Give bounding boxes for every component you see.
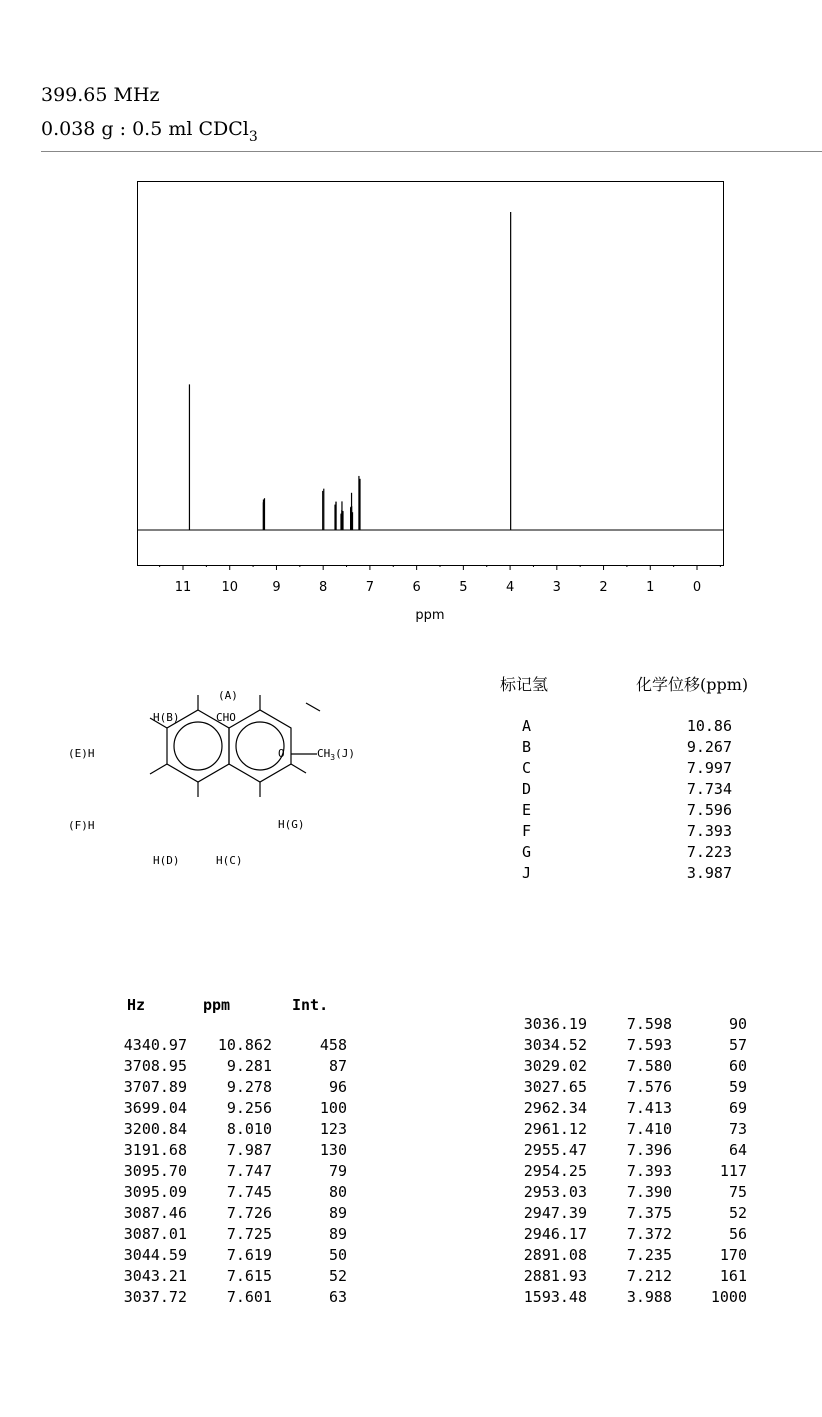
peak-int: 59 [728, 1078, 747, 1096]
peak-ppm: 7.413 [626, 1099, 672, 1117]
peak-table-row [97, 1267, 347, 1288]
left-ring-aromatic [174, 722, 222, 770]
peak-ppm: 7.745 [226, 1183, 272, 1201]
label-hc: H(C) [216, 854, 243, 867]
peak-int: 73 [728, 1120, 747, 1138]
peak-int: 52 [328, 1267, 347, 1285]
bond-hf [150, 764, 167, 774]
peak-hz: 3027.65 [523, 1078, 587, 1096]
peak-ppm: 7.212 [626, 1267, 672, 1285]
peak-ppm: 7.601 [226, 1288, 272, 1306]
peak-hz: 1593.48 [523, 1288, 587, 1306]
ticks-group [160, 565, 721, 595]
right-ring-aromatic [236, 722, 284, 770]
sample-concentration [41, 118, 258, 145]
peak-int: 161 [719, 1267, 747, 1285]
assign-shift: 7.997 [686, 759, 732, 777]
assign-label: E [522, 801, 532, 819]
peak-table-row [97, 1120, 347, 1141]
peak-hz: 3095.09 [123, 1183, 187, 1201]
peak-ppm: 9.278 [226, 1078, 272, 1096]
nmr-spectrum-chart [0, 160, 822, 640]
peak-hz: 3087.46 [123, 1204, 187, 1222]
tick-label: 2 [599, 580, 608, 595]
peak-table-row [497, 1162, 747, 1183]
peak-ppm: 7.576 [626, 1078, 672, 1096]
peak-hz: 4340.97 [123, 1036, 187, 1054]
tick-label: 9 [272, 580, 281, 595]
peak-int: 458 [319, 1036, 347, 1054]
peak-ppm: 7.725 [226, 1225, 272, 1243]
label-hf: (F)H [68, 819, 95, 832]
peak-ppm: 9.256 [226, 1099, 272, 1117]
assign-label: J [522, 864, 532, 882]
assign-label: A [522, 717, 532, 735]
tick-label: 1 [646, 580, 655, 595]
peak-table-row [497, 1204, 747, 1225]
peak-hz: 2955.47 [523, 1141, 587, 1159]
peak-hz: 3034.52 [523, 1036, 587, 1054]
peak-table-row [97, 1057, 347, 1078]
peak-ppm: 7.747 [226, 1162, 272, 1180]
peak-table-row [497, 1120, 747, 1141]
peak-table-row [97, 1162, 347, 1183]
peak-int: 56 [728, 1225, 747, 1243]
assign-shift: 7.596 [686, 801, 732, 819]
peak-int: 80 [328, 1183, 347, 1201]
peak-ppm: 8.010 [226, 1120, 272, 1138]
peak-int: 89 [328, 1225, 347, 1243]
peak-hz: 3044.59 [123, 1246, 187, 1264]
peak-int: 57 [728, 1036, 747, 1054]
assign-shift: 3.987 [686, 864, 732, 882]
assign-shift: 7.393 [686, 822, 732, 840]
tick-label: 5 [459, 580, 468, 595]
peak-table-row [97, 1183, 347, 1204]
label-hg: H(G) [278, 818, 305, 831]
peak-int: 100 [319, 1099, 347, 1117]
peak-ppm: 7.235 [626, 1246, 672, 1264]
peak-int: 79 [328, 1162, 347, 1180]
tick-label: 0 [692, 580, 702, 595]
peak-ppm: 7.393 [626, 1162, 672, 1180]
peak-table-row [497, 1246, 747, 1267]
peak-int: 130 [319, 1141, 347, 1159]
assign-row [490, 822, 732, 843]
label-a: (A) [218, 689, 238, 702]
assign-label: B [522, 738, 532, 756]
ch3-text: CH [317, 747, 331, 760]
peak-int: 64 [728, 1141, 747, 1159]
peak-hz: 2954.25 [523, 1162, 587, 1180]
peak-hz: 2881.93 [523, 1267, 587, 1285]
tick-label: 7 [365, 580, 375, 595]
assign-row [490, 759, 732, 780]
peak-hz: 3191.68 [123, 1141, 187, 1159]
ch3-subscript: 3 [330, 753, 336, 762]
label-o: O [278, 747, 285, 760]
peak-hz: 3036.19 [523, 1015, 587, 1033]
peak-header-hz: Hz [127, 996, 146, 1014]
peak-table-row [97, 1099, 347, 1120]
peak-ppm: 7.593 [626, 1036, 672, 1054]
peak-hz: 3095.70 [123, 1162, 187, 1180]
peak-int: 1000 [710, 1288, 747, 1306]
peak-table-row [497, 1288, 747, 1309]
peak-table-row [497, 1015, 747, 1036]
peak-ppm: 7.598 [626, 1015, 672, 1033]
peak-ppm: 7.396 [626, 1141, 672, 1159]
peak-table-row [497, 1057, 747, 1078]
label-hb: H(B) [153, 711, 180, 724]
label-hd: H(D) [153, 854, 180, 867]
peak-table-row [97, 1204, 347, 1225]
peak-hz: 3037.72 [123, 1288, 187, 1306]
assign-label: C [522, 759, 532, 777]
peak-table-row [497, 1036, 747, 1057]
sample-subscript: 3 [248, 129, 258, 145]
peak-ppm: 7.410 [626, 1120, 672, 1138]
peak-int: 75 [728, 1183, 747, 1201]
peak-int: 50 [328, 1246, 347, 1264]
peak-ppm: 7.375 [626, 1204, 672, 1222]
peak-table-row [97, 1225, 347, 1246]
peak-table-row [97, 1246, 347, 1267]
peak-ppm: 3.988 [626, 1288, 672, 1306]
peaks-group [189, 212, 510, 530]
assign-row [490, 780, 732, 801]
peak-table-row [97, 1288, 347, 1309]
peak-table-row [497, 1267, 747, 1288]
peak-int: 170 [719, 1246, 747, 1264]
peak-int: 96 [328, 1078, 347, 1096]
peak-table-row [497, 1099, 747, 1120]
assign-row [490, 801, 732, 822]
peak-header-int: Int. [292, 996, 329, 1014]
peak-table-row [497, 1183, 747, 1204]
peak-int: 63 [328, 1288, 347, 1306]
peak-table-row [97, 1141, 347, 1162]
peak-ppm: 7.615 [226, 1267, 272, 1285]
assign-shift: 10.86 [686, 717, 732, 735]
assign-header-label: 标记氢 [500, 675, 549, 694]
peak-hz: 2891.08 [523, 1246, 587, 1264]
label-ch3 [317, 747, 355, 762]
peak-header-ppm: ppm [203, 996, 231, 1014]
peak-hz: 2953.03 [523, 1183, 587, 1201]
peak-table-row [97, 1078, 347, 1099]
peak-hz: 3699.04 [123, 1099, 187, 1117]
peak-int: 60 [728, 1057, 747, 1075]
peak-int: 52 [728, 1204, 747, 1222]
peak-ppm: 7.580 [626, 1057, 672, 1075]
label-cho: CHO [216, 711, 236, 724]
peak-table-row [497, 1141, 747, 1162]
assign-row [490, 864, 732, 885]
peak-int: 89 [328, 1204, 347, 1222]
peak-ppm: 7.726 [226, 1204, 272, 1222]
peak-hz: 2962.34 [523, 1099, 587, 1117]
sample-text: 0.038 g : 0.5 ml CDCl [41, 118, 249, 140]
assign-header-shift: 化学位移(ppm) [636, 675, 749, 694]
tick-label: 6 [412, 580, 421, 595]
x-axis-label: ppm [415, 608, 445, 623]
peak-hz: 2961.12 [523, 1120, 587, 1138]
header-divider [41, 151, 822, 152]
peak-ppm: 7.987 [226, 1141, 272, 1159]
peak-table-row [497, 1078, 747, 1099]
peak-int: 123 [319, 1120, 347, 1138]
assign-row [490, 738, 732, 759]
tick-label: 8 [319, 580, 328, 595]
plot-frame [138, 182, 724, 566]
bond-o [306, 703, 320, 711]
peak-int: 69 [728, 1099, 747, 1117]
tick-label: 3 [552, 580, 561, 595]
assign-shift: 7.223 [686, 843, 732, 861]
assign-shift: 7.734 [686, 780, 732, 798]
peak-int: 90 [728, 1015, 747, 1033]
peak-table-row [97, 1036, 347, 1057]
peak-hz: 2947.39 [523, 1204, 587, 1222]
assign-label: G [522, 843, 532, 861]
label-he: (E)H [68, 747, 95, 760]
bond-hg [291, 764, 306, 773]
peak-int: 117 [719, 1162, 747, 1180]
assign-label: D [522, 780, 532, 798]
peak-ppm: 7.372 [626, 1225, 672, 1243]
peak-hz: 3029.02 [523, 1057, 587, 1075]
spectrometer-frequency: 399.65 MHz [41, 84, 160, 106]
tick-label: 4 [505, 580, 515, 595]
peak-hz: 3043.21 [123, 1267, 187, 1285]
ch3-label: (J) [335, 747, 355, 760]
tick-label: 10 [221, 580, 239, 595]
peak-ppm: 9.281 [226, 1057, 272, 1075]
assign-shift: 9.267 [686, 738, 732, 756]
tick-label: 11 [174, 580, 192, 595]
assign-row [490, 717, 732, 738]
peak-ppm: 10.862 [217, 1036, 272, 1054]
peak-hz: 3708.95 [123, 1057, 187, 1075]
peak-hz: 3707.89 [123, 1078, 187, 1096]
peak-hz: 3087.01 [123, 1225, 187, 1243]
molecule-structure [40, 685, 400, 875]
peak-hz: 2946.17 [523, 1225, 587, 1243]
peak-table-row [497, 1225, 747, 1246]
peak-int: 87 [328, 1057, 347, 1075]
right-ring [229, 710, 291, 782]
peak-ppm: 7.619 [226, 1246, 272, 1264]
assign-label: F [522, 822, 532, 840]
peak-hz: 3200.84 [123, 1120, 187, 1138]
assign-row [490, 843, 732, 864]
peak-ppm: 7.390 [626, 1183, 672, 1201]
